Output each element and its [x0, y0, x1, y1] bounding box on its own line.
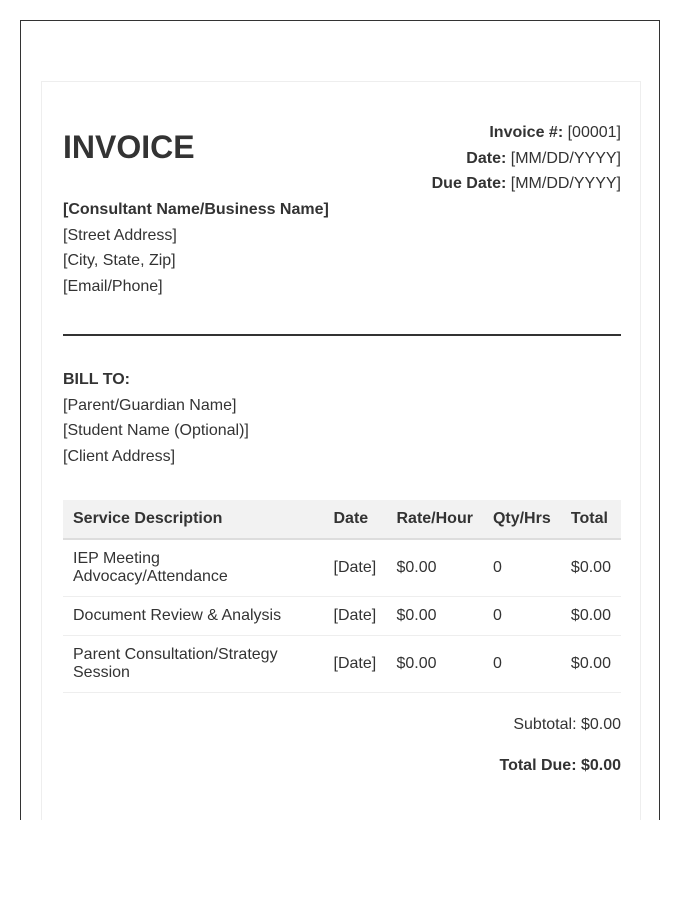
- row-total: $0.00: [561, 597, 621, 636]
- consultant-street: [Street Address]: [63, 226, 177, 244]
- invoice-number-line: [432, 120, 621, 146]
- row-rate: $0.00: [386, 539, 482, 597]
- row-total: $0.00: [561, 636, 621, 693]
- invoice-content: [63, 102, 621, 774]
- header-total: Total: [561, 500, 621, 539]
- row-description: IEP Meeting Advocacy/Attendance: [63, 539, 324, 597]
- row-description: Document Review & Analysis: [63, 597, 324, 636]
- row-rate: $0.00: [386, 597, 482, 636]
- invoice-header: [63, 102, 621, 202]
- invoice-card: [41, 81, 641, 820]
- consultant-block: [63, 197, 329, 299]
- invoice-meta: [432, 120, 621, 197]
- header-date: Date: [324, 500, 387, 539]
- row-rate: $0.00: [386, 636, 482, 693]
- invoice-date-line: [432, 146, 621, 172]
- invoice-due-value: [MM/DD/YYYY]: [510, 175, 621, 192]
- table-header-row: [63, 500, 621, 539]
- bill-to-label: BILL TO:: [63, 371, 130, 388]
- bill-to-block: [63, 367, 249, 469]
- table-row: [63, 597, 621, 636]
- invoice-due-line: [432, 171, 621, 197]
- subtotal: Subtotal: $0.00: [513, 716, 621, 733]
- invoice-number-label: Invoice #:: [489, 124, 564, 141]
- header-rate-hour: Rate/Hour: [386, 500, 482, 539]
- invoice-date-label: Date:: [466, 149, 507, 167]
- services-table: [63, 500, 621, 693]
- row-date: [Date]: [324, 636, 387, 693]
- total-due: Total Due: $0.00: [499, 757, 621, 774]
- invoice-date-value: [MM/DD/YYYY]: [510, 149, 621, 167]
- bill-to-line: [Parent/Guardian Name]: [63, 396, 237, 414]
- header-service-description: Service Description: [63, 500, 324, 539]
- header-divider: [63, 334, 621, 336]
- invoice-number-value: [00001]: [567, 124, 621, 141]
- row-total: $0.00: [561, 539, 621, 597]
- totals-block: [499, 715, 621, 776]
- row-qty: 0: [483, 539, 561, 597]
- header-qty-hrs: Qty/Hrs: [483, 500, 561, 539]
- bill-to-line: [Student Name (Optional)]: [63, 422, 249, 439]
- row-qty: 0: [483, 636, 561, 693]
- table-row: [63, 636, 621, 693]
- row-date: [Date]: [324, 539, 387, 597]
- consultant-contact: [Email/Phone]: [63, 277, 163, 295]
- consultant-city: [City, State, Zip]: [63, 252, 176, 269]
- invoice-title: INVOICE: [63, 129, 195, 165]
- table-row: [63, 539, 621, 597]
- document-frame: [20, 20, 660, 820]
- consultant-name: [Consultant Name/Business Name]: [63, 201, 329, 218]
- row-description: Parent Consultation/Strategy Session: [63, 636, 324, 693]
- invoice-due-label: Due Date:: [431, 175, 507, 192]
- row-date: [Date]: [324, 597, 387, 636]
- row-qty: 0: [483, 597, 561, 636]
- bill-to-line: [Client Address]: [63, 447, 176, 465]
